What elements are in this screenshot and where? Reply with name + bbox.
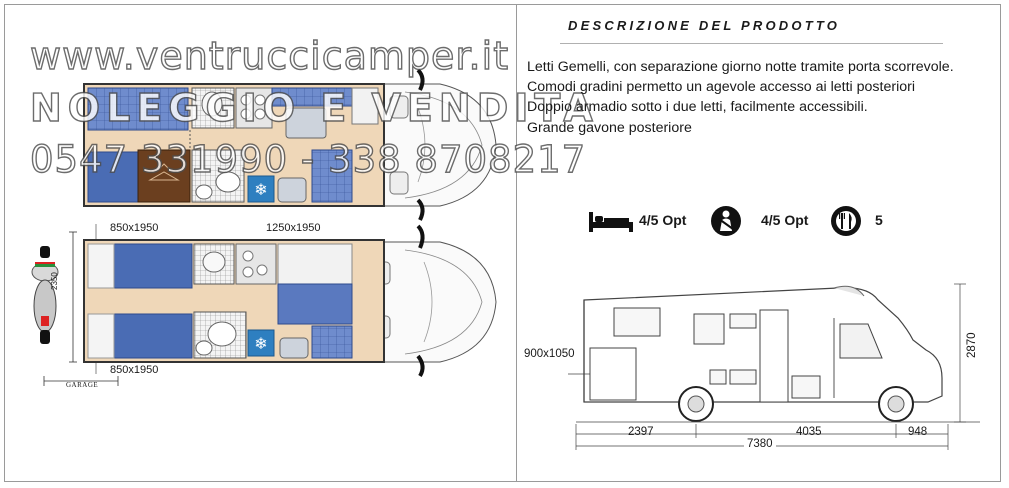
description-paragraph: Doppio armadio sotto i due letti, facilmente accessibili. <box>527 99 868 115</box>
watermark-website: www.ventruccicamper.it <box>30 34 510 78</box>
vehicle-height: 2870 <box>966 332 978 358</box>
watermark-phone: 0547 331990 - 338 8708217 <box>30 138 587 181</box>
rear-overhang: 2397 <box>628 426 654 438</box>
scooter-icon <box>32 246 58 344</box>
svg-text:❄: ❄ <box>254 182 268 199</box>
width-dimension: 2350 <box>50 272 59 290</box>
description-body <box>527 58 977 139</box>
wheelbase: 4035 <box>796 426 822 438</box>
description-paragraph: Grande gavone posteriore <box>527 119 692 136</box>
title-underline <box>560 43 943 44</box>
svg-text:❄: ❄ <box>254 336 268 353</box>
seats-count: 4/5 Opt <box>761 212 809 228</box>
bed-size-top-right: 1250x1950 <box>266 222 321 234</box>
garage-door-size: 900x1050 <box>524 348 575 360</box>
column-divider <box>516 4 517 482</box>
bed-icon <box>587 210 635 234</box>
description-title: DESCRIZIONE DEL PRODOTTO <box>568 18 841 33</box>
bed-size-bottom-left: 850x1950 <box>110 364 159 376</box>
cutlery-icon <box>830 205 862 237</box>
seatbelt-icon <box>710 205 742 237</box>
beds-count: 4/5 Opt <box>639 212 687 228</box>
total-length: 7380 <box>744 438 776 450</box>
bed-size-top-left: 850x1950 <box>110 222 159 234</box>
garage-label: GARAGE <box>66 381 99 389</box>
description-paragraph: Letti Gemelli, con separazione giorno notte tramite porta scorrevole. Comodi gradini permetto un agevole accesso ai letti posteriori <box>527 59 954 95</box>
front-overhang: 948 <box>908 426 928 438</box>
floorplan-bottom <box>69 224 496 376</box>
spec-row <box>585 204 905 238</box>
dining-count: 5 <box>875 212 883 228</box>
watermark-rental: NOLEGGIO E VENDITA <box>30 86 599 130</box>
